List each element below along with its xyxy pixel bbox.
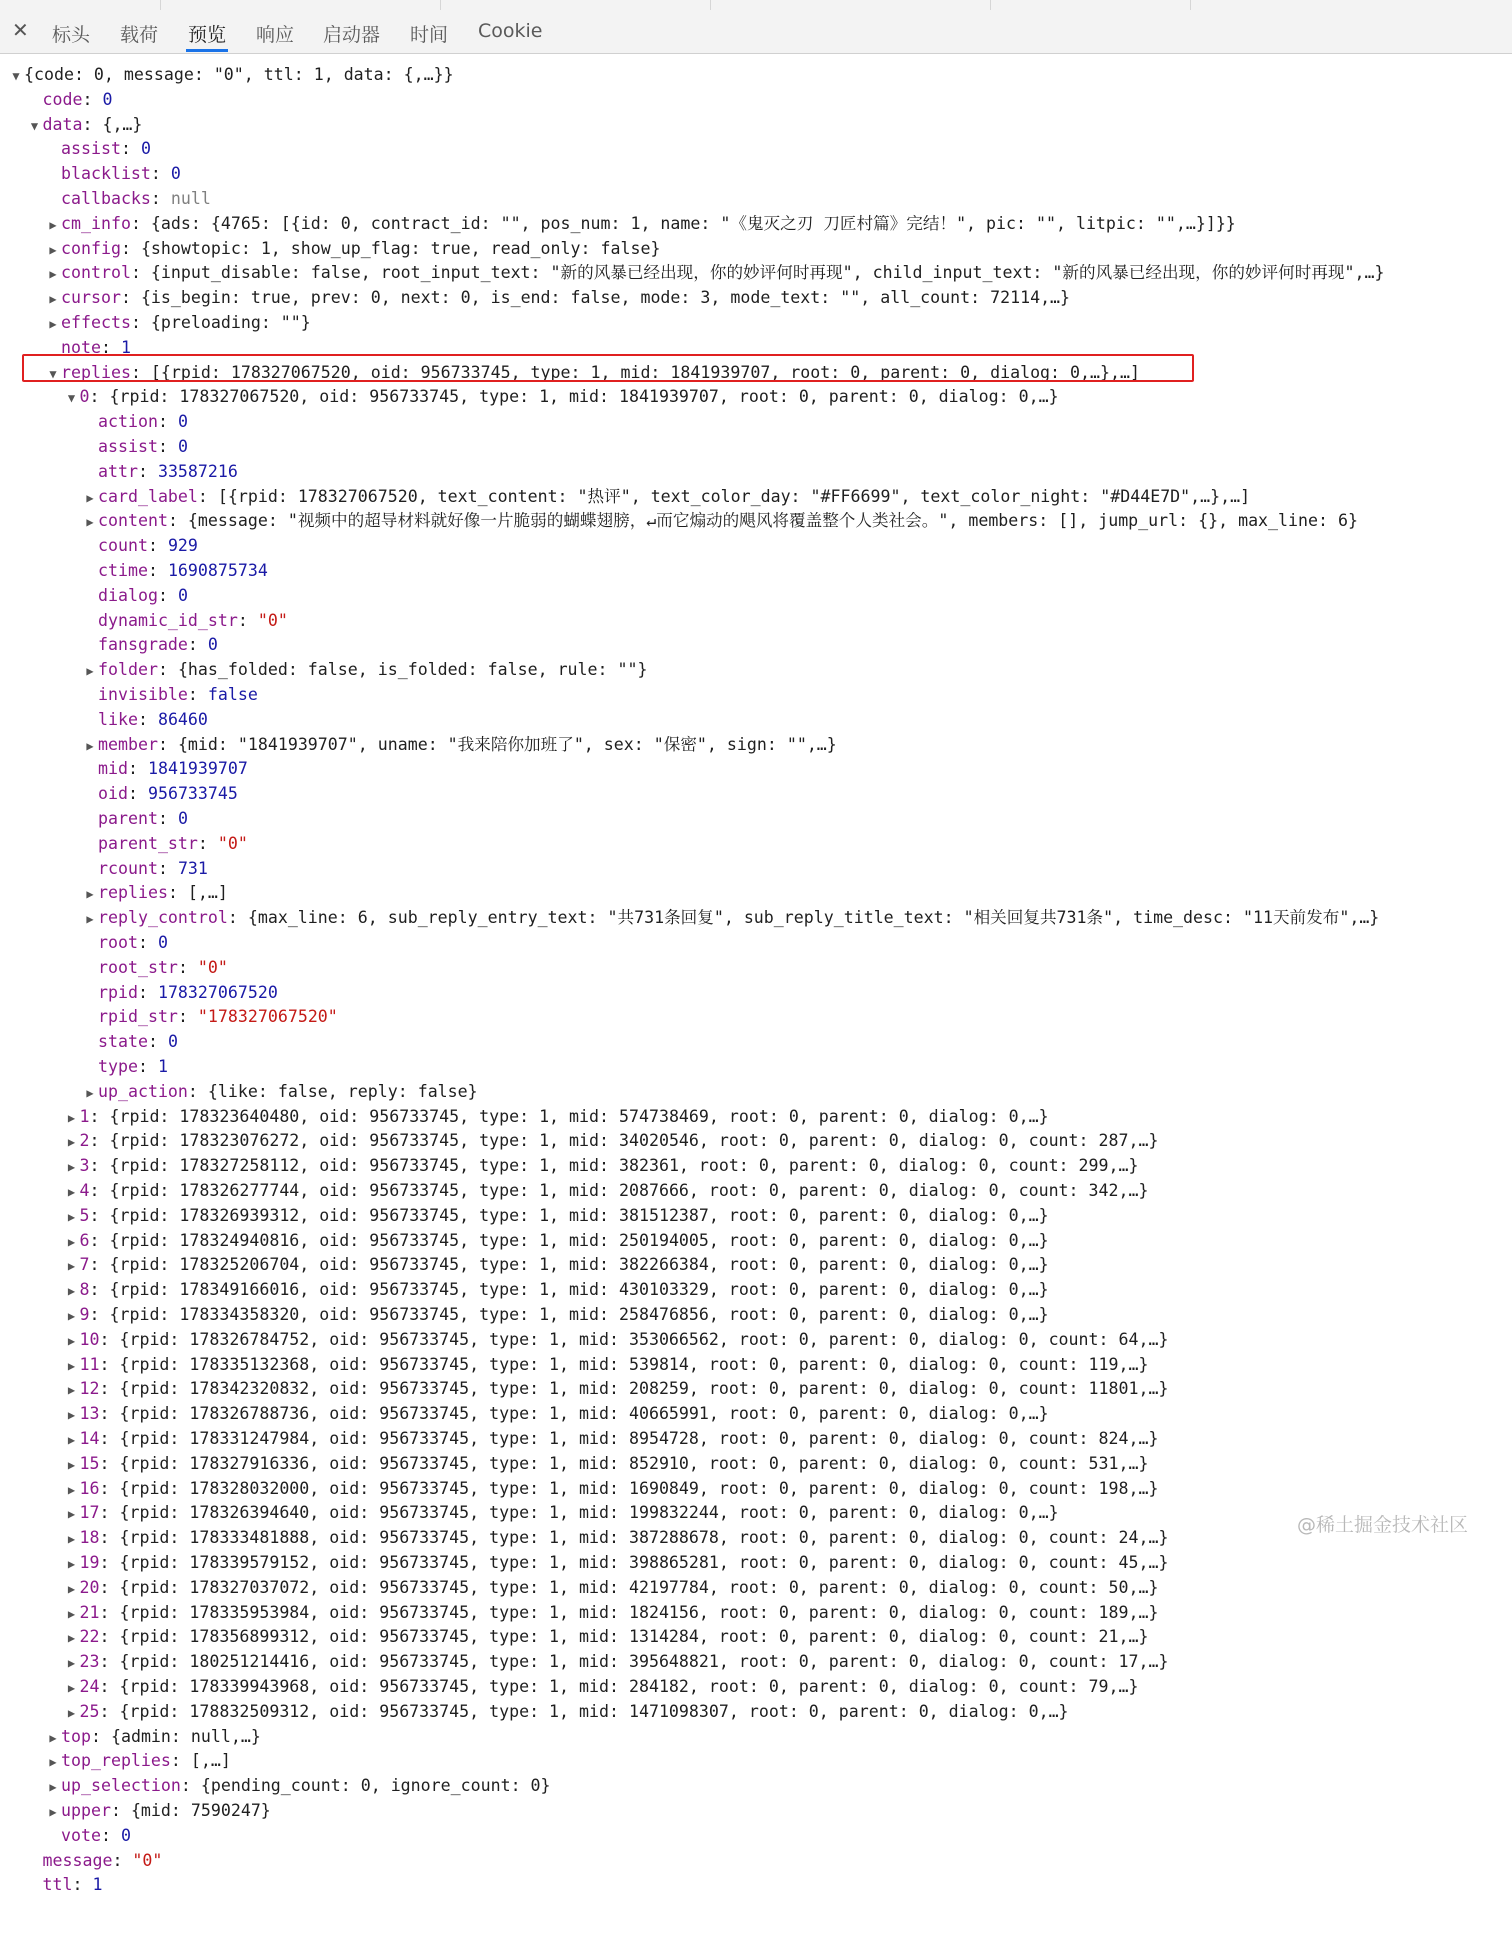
tree-row: fansgrade: 0 bbox=[98, 635, 218, 655]
tree-value: null bbox=[170, 189, 211, 208]
tree-row[interactable]: ▶ 25: {rpid: 178832509312, oid: 956733745, type: 1, mid: 1471098307, root: 0, parent: 0, dialog: 0,…} bbox=[64, 1699, 1069, 1724]
tree-row: mid: 1841939707 bbox=[98, 759, 248, 779]
expand-arrow-icon[interactable]: ▶ bbox=[67, 1284, 76, 1299]
collapse-arrow-icon[interactable]: ▼ bbox=[49, 366, 57, 381]
tree-value: 33587216 bbox=[157, 461, 238, 481]
tree-key: attr bbox=[98, 461, 138, 481]
collapse-arrow-icon[interactable]: ▼ bbox=[12, 69, 20, 83]
tree-key: data bbox=[42, 114, 83, 134]
tree-key: code bbox=[42, 89, 83, 109]
tree-value: "0" bbox=[257, 610, 288, 630]
tree-key: parent bbox=[98, 809, 158, 828]
tree-row: assist: 0 bbox=[98, 437, 188, 456]
expand-arrow-icon[interactable]: ▶ bbox=[67, 1581, 76, 1596]
tree-value: 1 bbox=[120, 337, 131, 357]
tree-key: 14 bbox=[79, 1429, 100, 1448]
tree-key: 12 bbox=[79, 1379, 100, 1399]
expand-arrow-icon[interactable]: ▶ bbox=[49, 1805, 57, 1819]
tree-value: {,…} bbox=[102, 114, 143, 134]
tree-row[interactable]: ▶ 13: {rpid: 178326788736, oid: 956733745, type: 1, mid: 40665991, root: 0, parent: 0, dialog: 0,…} bbox=[64, 1401, 1049, 1426]
tree-key: vote bbox=[61, 1825, 101, 1845]
tree-key: 5 bbox=[79, 1205, 90, 1225]
expand-arrow-icon[interactable]: ▶ bbox=[67, 1408, 76, 1423]
tree-value: {admin: null,…} bbox=[110, 1726, 261, 1746]
tree-key: dynamic_id_str bbox=[98, 610, 238, 630]
tree-key: fansgrade bbox=[98, 635, 188, 655]
tree-value: {rpid: 178334358320, oid: 956733745, type: 1, mid: 258476856, root: 0, parent: 0, dialog: 0,…} bbox=[109, 1305, 1049, 1324]
tree-value: [,…] bbox=[190, 1751, 231, 1771]
tree-value: {input_disable: false, root_input_text: "新的风暴已经出现，你的妙评何时再现", child_input_text: "新的风暴已经出现，你的妙评何时再现",…} bbox=[150, 263, 1385, 283]
tree-value: {rpid: 178356899312, oid: 956733745, type: 1, mid: 1314284, root: 0, parent: 0, dialog: 0, count: 21,…} bbox=[119, 1627, 1149, 1647]
tree-key: 19 bbox=[79, 1553, 100, 1572]
tree-row[interactable]: ▶ top: {admin: null,…} bbox=[45, 1724, 261, 1749]
tree-key: top bbox=[61, 1726, 91, 1746]
tree-row[interactable]: ▶ 4: {rpid: 178326277744, oid: 956733745, type: 1, mid: 2087666, root: 0, parent: 0, dialog: 0, count: 342,…} bbox=[64, 1178, 1149, 1203]
tree-row: rpid: 178327067520 bbox=[98, 982, 278, 1002]
tree-row: attr: 33587216 bbox=[98, 461, 238, 481]
tree-key: state bbox=[98, 1032, 148, 1052]
tree-key: cursor bbox=[61, 288, 121, 308]
tree-row[interactable]: ▶ reply_control: {max_line: 6, sub_reply_entry_text: "共731条回复", sub_reply_title_text: "相关回复共731条", time_desc: "11天前发布",…} bbox=[82, 905, 1379, 930]
expand-arrow-icon[interactable]: ▶ bbox=[86, 490, 94, 505]
tree-row: parent_str: "0" bbox=[98, 833, 248, 853]
tree-row: ctime: 1690875734 bbox=[98, 561, 268, 580]
tree-row: callbacks: null bbox=[61, 189, 211, 208]
tree-key: up_action bbox=[98, 1081, 188, 1101]
expand-arrow-icon[interactable]: ▶ bbox=[49, 1780, 57, 1795]
tree-value: 0 bbox=[140, 139, 151, 159]
tree-row[interactable]: ▶ folder: {has_folded: false, is_folded: false, rule: ""} bbox=[82, 657, 647, 682]
tree-key: dialog bbox=[98, 585, 158, 605]
tree-row[interactable]: ▶ cursor: {is_begin: true, prev: 0, next: 0, is_end: false, mode: 3, mode_text: "", all_count: 72114,…} bbox=[45, 285, 1070, 310]
tree-row: dialog: 0 bbox=[98, 585, 188, 605]
tree-row: message: "0" bbox=[42, 1850, 163, 1870]
tree-row[interactable]: ▶ 12: {rpid: 178342320832, oid: 956733745, type: 1, mid: 208259, root: 0, parent: 0, dialog: 0, count: 11801,…} bbox=[64, 1376, 1169, 1401]
tree-key: replies bbox=[61, 362, 131, 382]
tree-key: cm_info bbox=[61, 213, 131, 233]
tree-key: 22 bbox=[79, 1627, 100, 1647]
expand-arrow-icon[interactable]: ▶ bbox=[49, 1755, 57, 1770]
tree-value: "0" bbox=[217, 833, 248, 853]
devtools-tabbar bbox=[0, 0, 1512, 54]
tree-key: config bbox=[61, 238, 121, 258]
tree-value: {like: false, reply: false} bbox=[207, 1081, 478, 1101]
tree-row: type: 1 bbox=[98, 1057, 168, 1076]
expand-arrow-icon[interactable]: ▶ bbox=[86, 664, 94, 679]
tree-row[interactable]: ▶ 10: {rpid: 178326784752, oid: 956733745, type: 1, mid: 353066562, root: 0, parent: 0, dialog: 0, count: 64,…} bbox=[64, 1327, 1169, 1352]
expand-arrow-icon[interactable]: ▶ bbox=[49, 267, 57, 282]
tree-value: {rpid: 178326788736, oid: 956733745, type: 1, mid: 40665991, root: 0, parent: 0, dialog: 0,…} bbox=[119, 1404, 1049, 1424]
tree-key: 10 bbox=[79, 1329, 100, 1349]
tree-key: parent_str bbox=[98, 833, 198, 853]
tree-value: 178327067520 bbox=[157, 982, 278, 1002]
tree-row: count: 929 bbox=[98, 536, 198, 556]
tree-key: rpid_str bbox=[98, 1007, 178, 1027]
tree-value: 1841939707 bbox=[147, 759, 248, 779]
tree-key: 16 bbox=[79, 1478, 100, 1498]
tree-value: {max_line: 6, sub_reply_entry_text: "共731条回复", sub_reply_title_text: "相关回复共731条", time_desc: "11天前发布",…} bbox=[247, 908, 1380, 928]
tree-key: invisible bbox=[98, 685, 188, 704]
tree-key: ttl bbox=[42, 1875, 73, 1895]
tree-value: {rpid: 178326784752, oid: 956733745, type: 1, mid: 353066562, root: 0, parent: 0, dialog: 0, count: 64,…} bbox=[119, 1329, 1169, 1349]
tree-row[interactable]: ▶ 1: {rpid: 178323640480, oid: 956733745, type: 1, mid: 574738469, root: 0, parent: 0, dialog: 0,…} bbox=[64, 1104, 1049, 1129]
tree-row[interactable]: ▶ 24: {rpid: 178339943968, oid: 956733745, type: 1, mid: 284182, root: 0, parent: 0, dialog: 0, count: 79,…} bbox=[64, 1674, 1139, 1699]
tree-key: ctime bbox=[98, 561, 148, 580]
tab-response[interactable]: 响应 bbox=[256, 24, 295, 46]
tree-key: oid bbox=[98, 784, 128, 804]
tree-row[interactable]: ▶ 3: {rpid: 178327258112, oid: 956733745, type: 1, mid: 382361, root: 0, parent: 0, dialog: 0, count: 299,…} bbox=[64, 1153, 1139, 1178]
expand-arrow-icon[interactable]: ▶ bbox=[67, 1259, 76, 1274]
expand-arrow-icon[interactable]: ▶ bbox=[67, 1333, 76, 1348]
tree-key: 24 bbox=[79, 1677, 100, 1696]
tree-row[interactable]: ▶ 21: {rpid: 178335953984, oid: 956733745, type: 1, mid: 1824156, root: 0, parent: 0, dialog: 0, count: 189,…} bbox=[64, 1600, 1159, 1625]
tree-value: 0 bbox=[170, 164, 181, 184]
tree-value: {rpid: 178324940816, oid: 956733745, type: 1, mid: 250194005, root: 0, parent: 0, dialog: 0,…} bbox=[109, 1230, 1049, 1250]
tree-value: "0" bbox=[132, 1850, 163, 1870]
tree-row[interactable]: ▶ 9: {rpid: 178334358320, oid: 956733745, type: 1, mid: 258476856, root: 0, parent: 0, dialog: 0,…} bbox=[64, 1302, 1049, 1327]
tree-row[interactable]: ▶ top_replies: [,…] bbox=[45, 1748, 231, 1773]
tree-row: parent: 0 bbox=[98, 809, 188, 828]
tree-key: member bbox=[98, 734, 158, 754]
expand-arrow-icon[interactable]: ▶ bbox=[49, 242, 57, 257]
tab-headers[interactable]: 标头 bbox=[52, 24, 91, 46]
tree-value: 1690875734 bbox=[167, 561, 268, 580]
tree-row[interactable]: ▶ cm_info: {ads: {4765: [{id: 0, contract_id: "", pos_num: 1, name: "《鬼灭之刃 刀匠村篇》完结！", pic: "", litpic: "",…}]}} bbox=[45, 211, 1236, 236]
expand-arrow-icon[interactable]: ▶ bbox=[49, 217, 57, 232]
tree-value: "0" bbox=[197, 957, 228, 977]
tree-row[interactable]: ▶ 23: {rpid: 180251214416, oid: 956733745, type: 1, mid: 395648821, root: 0, parent: 0, dialog: 0, count: 17,…} bbox=[64, 1649, 1169, 1674]
expand-arrow-icon[interactable]: ▶ bbox=[67, 1656, 76, 1671]
expand-arrow-icon[interactable]: ▶ bbox=[86, 1085, 94, 1100]
tree-value: [{rpid: 178327067520, oid: 956733745, type: 1, mid: 1841939707, root: 0, parent: 0, dialog: 0,…},…] bbox=[150, 362, 1140, 382]
tree-key: action bbox=[98, 412, 158, 432]
tree-value: {rpid: 178327916336, oid: 956733745, type: 1, mid: 852910, root: 0, parent: 0, dialog: 0, count: 531,…} bbox=[119, 1453, 1149, 1473]
tree-value: [{rpid: 178327067520, text_content: "热评", text_color_day: "#FF6699", text_color_night: "#D44E7D",…},…] bbox=[217, 486, 1251, 506]
tree-value: 86460 bbox=[157, 709, 208, 729]
tree-key: like bbox=[98, 709, 138, 729]
expand-arrow-icon[interactable]: ▶ bbox=[67, 1110, 76, 1125]
tree-key: 13 bbox=[79, 1404, 100, 1424]
tree-value: 0 bbox=[177, 585, 188, 605]
collapse-arrow-icon[interactable]: ▼ bbox=[30, 118, 39, 133]
tree-key: top_replies bbox=[61, 1751, 171, 1771]
tree-value: 0 bbox=[177, 809, 188, 828]
tree-key: 18 bbox=[79, 1528, 100, 1548]
tab-preview[interactable]: 预览 bbox=[188, 20, 226, 47]
tree-value: {has_folded: false, is_folded: false, rule: ""} bbox=[177, 660, 648, 680]
tree-value: {ads: {4765: [{id: 0, contract_id: "", pos_num: 1, name: "《鬼灭之刃 刀匠村篇》完结！", pic: "", litpic: "",…}]}} bbox=[150, 213, 1236, 233]
expand-arrow-icon[interactable]: ▶ bbox=[86, 887, 94, 902]
tree-row: root: 0 bbox=[98, 933, 168, 952]
tree-key: replies bbox=[98, 883, 168, 903]
tree-value: {rpid: 178327037072, oid: 956733745, type: 1, mid: 42197784, root: 0, parent: 0, dialog: 0, count: 50,…} bbox=[119, 1577, 1159, 1597]
tree-key: rpid bbox=[98, 982, 138, 1002]
expand-arrow-icon[interactable]: ▶ bbox=[67, 1631, 76, 1646]
tab-payload[interactable]: 载荷 bbox=[120, 24, 159, 46]
tree-row[interactable]: ▶ config: {showtopic: 1, show_up_flag: true, read_only: false} bbox=[45, 236, 660, 261]
expand-arrow-icon[interactable]: ▶ bbox=[86, 515, 94, 530]
tree-value: {rpid: 178331247984, oid: 956733745, type: 1, mid: 8954728, root: 0, parent: 0, dialog: 0, count: 824,…} bbox=[119, 1429, 1159, 1448]
expand-arrow-icon[interactable]: ▶ bbox=[67, 1160, 76, 1175]
tree-key: assist bbox=[98, 437, 158, 456]
tree-value: 0 bbox=[120, 1825, 131, 1845]
tree-value: {preloading: ""} bbox=[150, 313, 311, 332]
tree-key: count bbox=[98, 536, 148, 556]
tree-value: {rpid: 178333481888, oid: 956733745, type: 1, mid: 387288678, root: 0, parent: 0, dialog: 0, count: 24,…} bbox=[119, 1528, 1169, 1548]
tree-value: {rpid: 180251214416, oid: 956733745, type: 1, mid: 395648821, root: 0, parent: 0, dialog: 0, count: 17,…} bbox=[119, 1652, 1169, 1672]
tree-key: note bbox=[61, 337, 101, 357]
expand-arrow-icon[interactable]: ▶ bbox=[49, 1730, 57, 1745]
expand-arrow-icon[interactable]: ▶ bbox=[67, 1557, 76, 1571]
tree-value: 0 bbox=[207, 635, 218, 655]
tree-row: rcount: 731 bbox=[98, 858, 208, 878]
tree-value: {rpid: 178832509312, oid: 956733745, type: 1, mid: 1471098307, root: 0, parent: 0, dialog: 0,…} bbox=[119, 1701, 1069, 1721]
tree-key: 7 bbox=[79, 1255, 90, 1275]
expand-arrow-icon[interactable]: ▶ bbox=[86, 738, 94, 753]
tree-key: 2 bbox=[79, 1131, 90, 1151]
tree-key: blacklist bbox=[61, 164, 151, 184]
tree-value: false bbox=[207, 685, 258, 704]
tree-value: {rpid: 178349166016, oid: 956733745, type: 1, mid: 430103329, root: 0, parent: 0, dialog: 0,…} bbox=[109, 1280, 1049, 1300]
tree-key: 20 bbox=[79, 1577, 100, 1597]
replies-highlight-box bbox=[22, 354, 1194, 382]
tree-row[interactable]: ▶ 19: {rpid: 178339579152, oid: 956733745, type: 1, mid: 398865281, root: 0, parent: 0, dialog: 0, count: 45,…} bbox=[64, 1550, 1169, 1575]
tree-row[interactable]: ▶ replies: [,…] bbox=[82, 880, 228, 905]
tree-row: blacklist: 0 bbox=[61, 164, 181, 184]
tree-row: ttl: 1 bbox=[42, 1875, 103, 1895]
tree-row[interactable]: ▼ 0: {rpid: 178327067520, oid: 956733745, type: 1, mid: 1841939707, root: 0, parent: 0, dialog: 0,…} bbox=[64, 384, 1059, 409]
tree-key: card_label bbox=[98, 486, 198, 506]
expand-arrow-icon[interactable]: ▶ bbox=[67, 1606, 76, 1621]
tree-value: {mid: "1841939707", uname: "我来陪你加班了", sex: "保密", sign: "",…} bbox=[177, 734, 837, 754]
expand-arrow-icon[interactable]: ▶ bbox=[67, 1209, 76, 1224]
tree-key: 9 bbox=[79, 1305, 90, 1324]
expand-arrow-icon[interactable]: ▶ bbox=[67, 1457, 76, 1472]
tree-value: {rpid: 178335132368, oid: 956733745, type: 1, mid: 539814, root: 0, parent: 0, dialog: 0, count: 119,…} bbox=[119, 1354, 1149, 1374]
tree-value: 0 bbox=[167, 1032, 178, 1052]
tree-row[interactable]: ▶ content: {message: "视频中的超导材料就好像一片脆弱的蝴蝶翅膀，↵而它煽动的飓风将覆盖整个人类社会。", members: [], jump_url: {}, max_line: 6} bbox=[82, 508, 1358, 533]
tree-key: reply_control bbox=[98, 908, 228, 928]
tab-cookies[interactable]: Cookie bbox=[478, 20, 543, 42]
tree-row: oid: 956733745 bbox=[98, 784, 238, 804]
tree-value: {rpid: 178339943968, oid: 956733745, type: 1, mid: 284182, root: 0, parent: 0, dialog: 0, count: 79,…} bbox=[119, 1677, 1139, 1696]
tree-value: {rpid: 178327067520, oid: 956733745, type: 1, mid: 1841939707, root: 0, parent: 0, dialog: 0,…} bbox=[109, 387, 1059, 407]
tree-key: 6 bbox=[79, 1230, 90, 1250]
tree-key: 0 bbox=[79, 387, 90, 407]
tree-value: {mid: 7590247} bbox=[130, 1801, 271, 1820]
tab-timing[interactable]: 时间 bbox=[410, 24, 449, 46]
tree-value: 956733745 bbox=[147, 784, 238, 804]
top-strip bbox=[0, 0, 1512, 10]
tree-row[interactable]: ▶ 22: {rpid: 178356899312, oid: 956733745, type: 1, mid: 1314284, root: 0, parent: 0, dialog: 0, count: 21,…} bbox=[64, 1624, 1149, 1649]
tree-value: 0 bbox=[177, 437, 188, 456]
tree-key: message bbox=[42, 1850, 113, 1870]
tree-key: root_str bbox=[98, 957, 178, 977]
tree-row: invisible: false bbox=[98, 685, 258, 704]
expand-arrow-icon[interactable]: ▶ bbox=[67, 1705, 76, 1720]
tree-key: 11 bbox=[79, 1354, 100, 1374]
expand-arrow-icon[interactable]: ▶ bbox=[67, 1482, 76, 1497]
tree-value: {rpid: 178328032000, oid: 956733745, type: 1, mid: 1690849, root: 0, parent: 0, dialog: 0, count: 198,…} bbox=[119, 1478, 1159, 1498]
tree-value: "178327067520" bbox=[197, 1007, 338, 1027]
tree-key: folder bbox=[98, 660, 158, 680]
tree-row[interactable]: ▶ member: {mid: "1841939707", uname: "我来陪你加班了", sex: "保密", sign: "",…} bbox=[82, 732, 837, 757]
tree-value: 731 bbox=[177, 858, 208, 878]
expand-arrow-icon[interactable]: ▶ bbox=[67, 1185, 76, 1199]
tree-value: {message: "视频中的超导材料就好像一片脆弱的蝴蝶翅膀，↵而它煽动的飓风将覆盖整个人类社会。", members: [], jump_url: {}, max_line: 6} bbox=[187, 511, 1358, 531]
tree-value: {rpid: 178323640480, oid: 956733745, type: 1, mid: 574738469, root: 0, parent: 0, dialog: 0,…} bbox=[109, 1106, 1049, 1126]
tree-row[interactable]: ▶ up_selection: {pending_count: 0, ignore_count: 0} bbox=[45, 1773, 551, 1798]
tree-value: {is_begin: true, prev: 0, next: 0, is_end: false, mode: 3, mode_text: "", all_count: 72114,…} bbox=[140, 288, 1071, 308]
tree-row: rpid_str: "178327067520" bbox=[98, 1007, 338, 1027]
tree-row[interactable]: ▶ 20: {rpid: 178327037072, oid: 956733745, type: 1, mid: 42197784, root: 0, parent: 0, dialog: 0, count: 50,…} bbox=[64, 1575, 1159, 1600]
close-icon[interactable]: ✕ bbox=[12, 18, 29, 42]
tree-value: {showtopic: 1, show_up_flag: true, read_only: false} bbox=[140, 238, 661, 258]
tree-row[interactable]: ▼ replies: [{rpid: 178327067520, oid: 956733745, type: 1, mid: 1841939707, root: 0, parent: 0, dialog: 0,…},…] bbox=[45, 360, 1140, 385]
tree-row: dynamic_id_str: "0" bbox=[98, 610, 288, 630]
tree-row[interactable]: ▶ upper: {mid: 7590247} bbox=[45, 1798, 271, 1823]
tree-key: 1 bbox=[79, 1106, 90, 1126]
tree-row: root_str: "0" bbox=[98, 957, 228, 977]
tree-value: {rpid: 178327258112, oid: 956733745, type: 1, mid: 382361, root: 0, parent: 0, dialog: 0, count: 299,…} bbox=[109, 1156, 1139, 1176]
expand-arrow-icon[interactable]: ▶ bbox=[86, 912, 94, 927]
tree-key: 17 bbox=[79, 1503, 100, 1523]
expand-arrow-icon[interactable]: ▶ bbox=[67, 1358, 76, 1373]
tree-value: {rpid: 178335953984, oid: 956733745, type: 1, mid: 1824156, root: 0, parent: 0, dialog: 0, count: 189,…} bbox=[119, 1602, 1159, 1622]
tree-key: type bbox=[98, 1057, 138, 1076]
tree-row: note: 1 bbox=[61, 337, 131, 357]
tree-value: {rpid: 178326277744, oid: 956733745, type: 1, mid: 2087666, root: 0, parent: 0, dialog: 0, count: 342,…} bbox=[109, 1181, 1149, 1200]
expand-arrow-icon[interactable]: ▶ bbox=[67, 1681, 76, 1695]
tree-value: {pending_count: 0, ignore_count: 0} bbox=[200, 1776, 551, 1796]
tree-row[interactable]: ▶ 14: {rpid: 178331247984, oid: 956733745, type: 1, mid: 8954728, root: 0, parent: 0, dialog: 0, count: 824,…} bbox=[64, 1426, 1159, 1451]
tree-row[interactable]: ▶ 18: {rpid: 178333481888, oid: 956733745, type: 1, mid: 387288678, root: 0, parent: 0, dialog: 0, count: 24,…} bbox=[64, 1525, 1169, 1550]
tree-value: {code: 0, message: "0", ttl: 1, data: {,…}} bbox=[24, 65, 454, 84]
tree-value: 0 bbox=[177, 412, 188, 432]
tree-key: 23 bbox=[79, 1652, 100, 1672]
tree-row[interactable]: ▶ 11: {rpid: 178335132368, oid: 956733745, type: 1, mid: 539814, root: 0, parent: 0, dialog: 0, count: 119,…} bbox=[64, 1352, 1149, 1377]
tree-value: 0 bbox=[102, 89, 113, 109]
tree-key: assist bbox=[61, 139, 121, 159]
expand-arrow-icon[interactable]: ▶ bbox=[67, 1532, 76, 1547]
expand-arrow-icon[interactable]: ▶ bbox=[67, 1433, 76, 1447]
tree-value: {rpid: 178326939312, oid: 956733745, type: 1, mid: 381512387, root: 0, parent: 0, dialog: 0,…} bbox=[109, 1205, 1049, 1225]
tree-value: {rpid: 178342320832, oid: 956733745, type: 1, mid: 208259, root: 0, parent: 0, dialog: 0, count: 11801,…} bbox=[119, 1379, 1169, 1399]
tree-row[interactable]: ▶ 7: {rpid: 178325206704, oid: 956733745, type: 1, mid: 382266384, root: 0, parent: 0, dialog: 0,…} bbox=[64, 1252, 1049, 1277]
tree-key: upper bbox=[61, 1801, 111, 1820]
tree-key: root bbox=[98, 933, 138, 952]
tree-value: [,…] bbox=[187, 883, 228, 903]
tree-row: vote: 0 bbox=[61, 1825, 131, 1845]
tree-row[interactable]: ▶ 17: {rpid: 178326394640, oid: 956733745, type: 1, mid: 199832244, root: 0, parent: 0, dialog: 0,…} bbox=[64, 1500, 1059, 1525]
tree-value: 929 bbox=[167, 536, 198, 556]
tree-key: up_selection bbox=[61, 1776, 181, 1796]
tree-key: 3 bbox=[79, 1156, 90, 1176]
tree-row[interactable]: ▶ 16: {rpid: 178328032000, oid: 956733745, type: 1, mid: 1690849, root: 0, parent: 0, dialog: 0, count: 198,…} bbox=[64, 1476, 1159, 1501]
tree-key: effects bbox=[61, 313, 131, 332]
tree-row[interactable]: ▶ 8: {rpid: 178349166016, oid: 956733745, type: 1, mid: 430103329, root: 0, parent: 0, dialog: 0,…} bbox=[64, 1277, 1049, 1302]
tree-key: content bbox=[98, 511, 168, 531]
tree-row: action: 0 bbox=[98, 412, 188, 432]
expand-arrow-icon[interactable]: ▶ bbox=[67, 1383, 76, 1398]
collapse-arrow-icon[interactable]: ▼ bbox=[67, 391, 76, 406]
tree-key: control bbox=[61, 263, 131, 283]
tree-key: mid bbox=[98, 759, 128, 779]
tree-row: state: 0 bbox=[98, 1032, 178, 1052]
tree-row[interactable]: ▶ effects: {preloading: ""} bbox=[45, 310, 311, 335]
tree-key: rcount bbox=[98, 858, 158, 878]
tree-row[interactable]: ▶ 2: {rpid: 178323076272, oid: 956733745, type: 1, mid: 34020546, root: 0, parent: 0, dialog: 0, count: 287,…} bbox=[64, 1128, 1159, 1153]
tree-key: callbacks bbox=[61, 189, 151, 208]
tree-row[interactable] bbox=[8, 62, 454, 87]
watermark: @稀土掘金技术社区 bbox=[1296, 1514, 1468, 1536]
tree-row: assist: 0 bbox=[61, 139, 151, 159]
expand-arrow-icon[interactable]: ▶ bbox=[67, 1135, 76, 1150]
tree-row[interactable]: ▶ up_action: {like: false, reply: false} bbox=[82, 1079, 478, 1104]
tree-row[interactable]: ▶ 6: {rpid: 178324940816, oid: 956733745, type: 1, mid: 250194005, root: 0, parent: 0, dialog: 0,…} bbox=[64, 1228, 1049, 1253]
tree-value: 0 bbox=[157, 933, 168, 952]
tree-row[interactable]: ▶ card_label: [{rpid: 178327067520, text_content: "热评", text_color_day: "#FF6699", text_color_night: "#D44E7D",…},…] bbox=[82, 484, 1250, 509]
tree-row[interactable]: ▶ 15: {rpid: 178327916336, oid: 956733745, type: 1, mid: 852910, root: 0, parent: 0, dialog: 0, count: 531,…} bbox=[64, 1451, 1149, 1476]
tree-value: {rpid: 178326394640, oid: 956733745, type: 1, mid: 199832244, root: 0, parent: 0, dialog: 0,…} bbox=[119, 1503, 1059, 1523]
tree-key: 21 bbox=[79, 1602, 100, 1622]
tree-value: {rpid: 178325206704, oid: 956733745, type: 1, mid: 382266384, root: 0, parent: 0, dialog: 0,…} bbox=[109, 1255, 1049, 1275]
tree-value: 1 bbox=[157, 1057, 168, 1076]
tree-key: 4 bbox=[79, 1181, 90, 1200]
expand-arrow-icon[interactable]: ▶ bbox=[67, 1234, 76, 1249]
tree-key: 15 bbox=[79, 1453, 100, 1473]
tab-initiator[interactable]: 启动器 bbox=[323, 24, 381, 46]
tree-row[interactable]: ▼ data: {,…} bbox=[27, 112, 143, 137]
expand-arrow-icon[interactable]: ▶ bbox=[49, 292, 57, 307]
tree-row: like: 86460 bbox=[98, 709, 208, 729]
tree-row[interactable]: ▶ control: {input_disable: false, root_input_text: "新的风暴已经出现，你的妙评何时再现", child_input_text: "新的风暴已经出现，你的妙评何时再现",…} bbox=[45, 260, 1384, 285]
tree-row: code: 0 bbox=[42, 89, 113, 109]
expand-arrow-icon[interactable]: ▶ bbox=[49, 317, 57, 331]
expand-arrow-icon[interactable]: ▶ bbox=[67, 1309, 76, 1323]
expand-arrow-icon[interactable]: ▶ bbox=[67, 1507, 76, 1522]
tree-value: {rpid: 178323076272, oid: 956733745, type: 1, mid: 34020546, root: 0, parent: 0, dialog: 0, count: 287,…} bbox=[109, 1131, 1159, 1151]
tree-value: 1 bbox=[92, 1875, 103, 1895]
tree-value: {rpid: 178339579152, oid: 956733745, type: 1, mid: 398865281, root: 0, parent: 0, dialog: 0, count: 45,…} bbox=[119, 1553, 1169, 1572]
tree-key: 25 bbox=[79, 1701, 100, 1721]
tree-row[interactable]: ▶ 5: {rpid: 178326939312, oid: 956733745, type: 1, mid: 381512387, root: 0, parent: 0, dialog: 0,…} bbox=[64, 1203, 1049, 1228]
tree-key: 8 bbox=[79, 1280, 90, 1300]
